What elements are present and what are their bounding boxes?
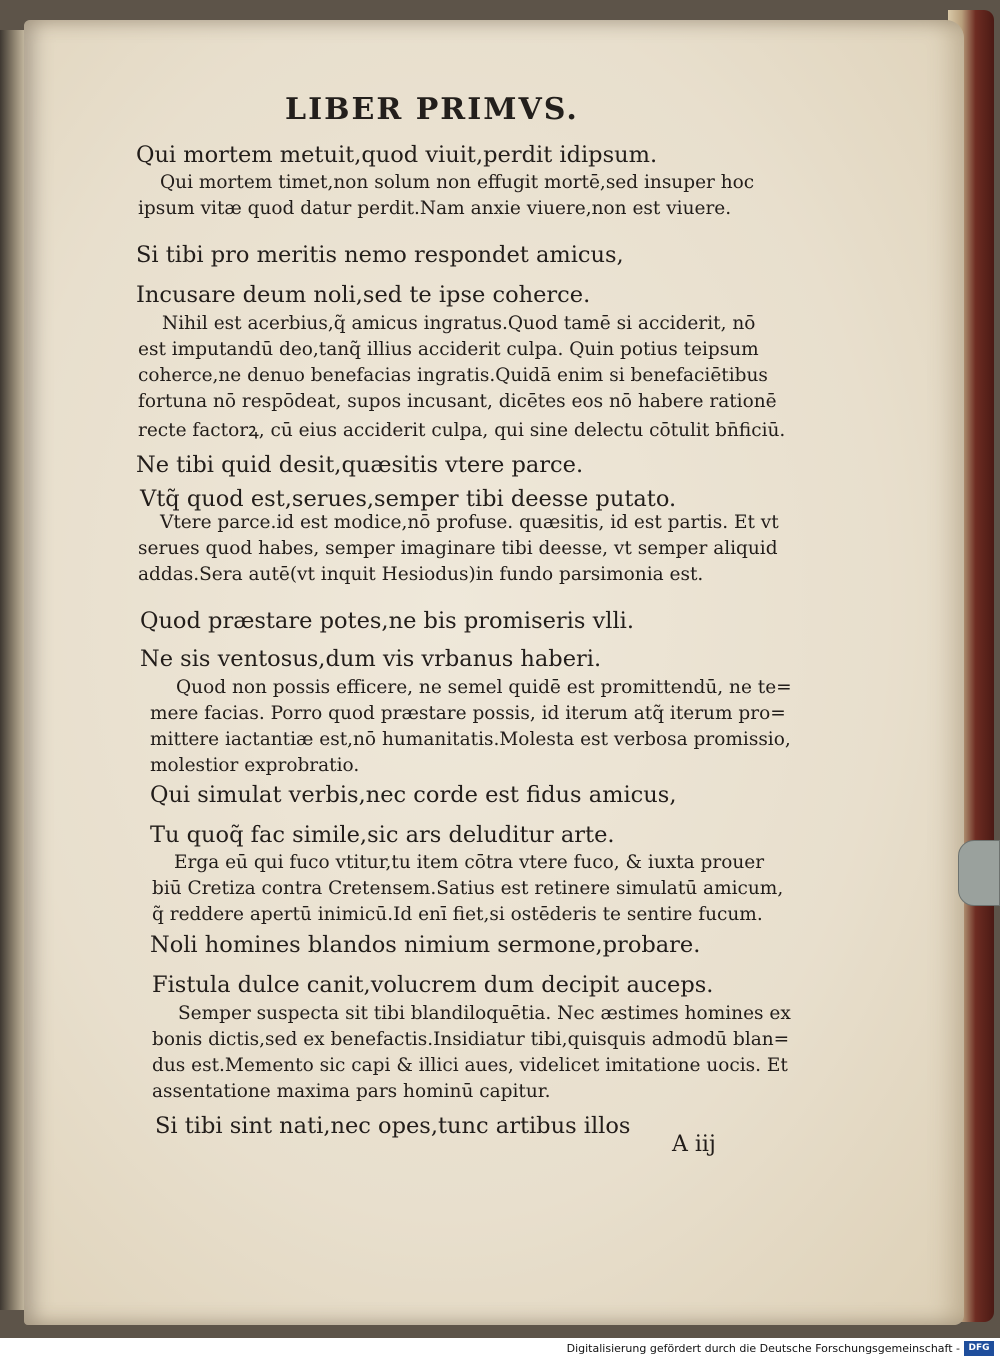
verse-line: Noli homines blandos nimium sermone,probare. [150, 932, 701, 958]
footer-bar [0, 1338, 1000, 1362]
signature-mark: A iij [672, 1132, 716, 1157]
commentary-line: recte factorꝝ, cū eius acciderit culpa, qui sine delectu cōtulit bn̄ficiū. [138, 420, 786, 441]
dfg-logo: DFG [964, 1341, 994, 1356]
verse-line: Fistula dulce canit,volucrem dum decipit auceps. [152, 972, 714, 998]
verse-line: Si tibi sint nati,nec opes,tunc artibus illos [155, 1113, 631, 1139]
commentary-line: Semper suspecta sit tibi blandiloquētia. Nec æstimes homines ex [178, 1003, 791, 1024]
commentary-line: fortuna nō respōdeat, supos incusant, dicētes eos nō habere rationē [138, 391, 777, 412]
commentary-line: mittere iactantiæ est,nō humanitatis.Molesta est verbosa promissio, [150, 729, 791, 750]
verse-line: Ne tibi quid desit,quæsitis vtere parce. [136, 452, 584, 478]
verse-line: Qui mortem metuit,quod viuit,perdit idipsum. [136, 142, 658, 168]
commentary-line: assentatione maxima pars hominū capitur. [152, 1081, 551, 1102]
running-header: LIBER PRIMVS. [285, 92, 579, 127]
commentary-line: biū Cretiza contra Cretensem.Satius est retinere simulatū amicum, [152, 878, 784, 899]
verse-line: Vtq̃ quod est,serues,semper tibi deesse putato. [140, 486, 677, 512]
commentary-line: ipsum vitæ quod datur perdit.Nam anxie viuere,non est viuere. [138, 198, 732, 219]
commentary-line: est imputandū deo,tanq̃ illius acciderit culpa. Quin potius teipsum [138, 339, 759, 360]
commentary-line: Erga eū qui fuco vtitur,tu item cōtra vtere fuco, & iuxta prouer [174, 852, 765, 873]
commentary-line: mere facias. Porro quod præstare possis, id iterum atq̃ iterum pro= [150, 703, 786, 724]
commentary-line: serues quod habes, semper imaginare tibi deesse, vt semper aliquid [138, 538, 778, 559]
commentary-line: bonis dictis,sed ex benefactis.Insidiatur tibi,quisquis admodū blan= [152, 1029, 790, 1050]
verse-line: Qui simulat verbis,nec corde est fidus amicus, [150, 782, 677, 808]
left-page-edge [0, 30, 26, 1310]
commentary-line: Nihil est acerbius,q̃ amicus ingratus.Quod tamē si acciderit, nō [162, 313, 756, 334]
commentary-line: addas.Sera autē(vt inquit Hesiodus)in fundo parsimonia est. [138, 564, 704, 585]
footer-credit: Digitalisierung gefördert durch die Deutsche Forschungsgemeinschaft - [566, 1342, 960, 1355]
commentary-line: coherce,ne denuo benefacias ingratis.Quidā enim si benefaciētibus [138, 365, 768, 386]
page-tab [958, 840, 1000, 906]
commentary-line: Quod non possis efficere, ne semel quidē est promittendū, ne te= [176, 677, 792, 698]
verse-line: Ne sis ventosus,dum vis vrbanus haberi. [140, 646, 602, 672]
commentary-line: molestior exprobratio. [150, 755, 360, 776]
commentary-line: dus est.Memento sic capi & illici aues, videlicet imitatione uocis. Et [152, 1055, 788, 1076]
commentary-line: q̃ reddere apertū inimicū.Id enī fiet,si ostēderis te sentire fucum. [152, 904, 763, 925]
verse-line: Quod præstare potes,ne bis promiseris vlli. [140, 608, 635, 634]
commentary-line: Qui mortem timet,non solum non effugit mortē,sed insuper hoc [160, 172, 755, 193]
verse-line: Si tibi pro meritis nemo respondet amicus, [136, 242, 624, 268]
verse-line: Tu quoq̃ fac simile,sic ars deluditur arte. [150, 822, 615, 848]
commentary-line: Vtere parce.id est modice,nō profuse. quæsitis, id est partis. Et vt [160, 512, 779, 533]
verse-line: Incusare deum noli,sed te ipse coherce. [136, 282, 591, 308]
